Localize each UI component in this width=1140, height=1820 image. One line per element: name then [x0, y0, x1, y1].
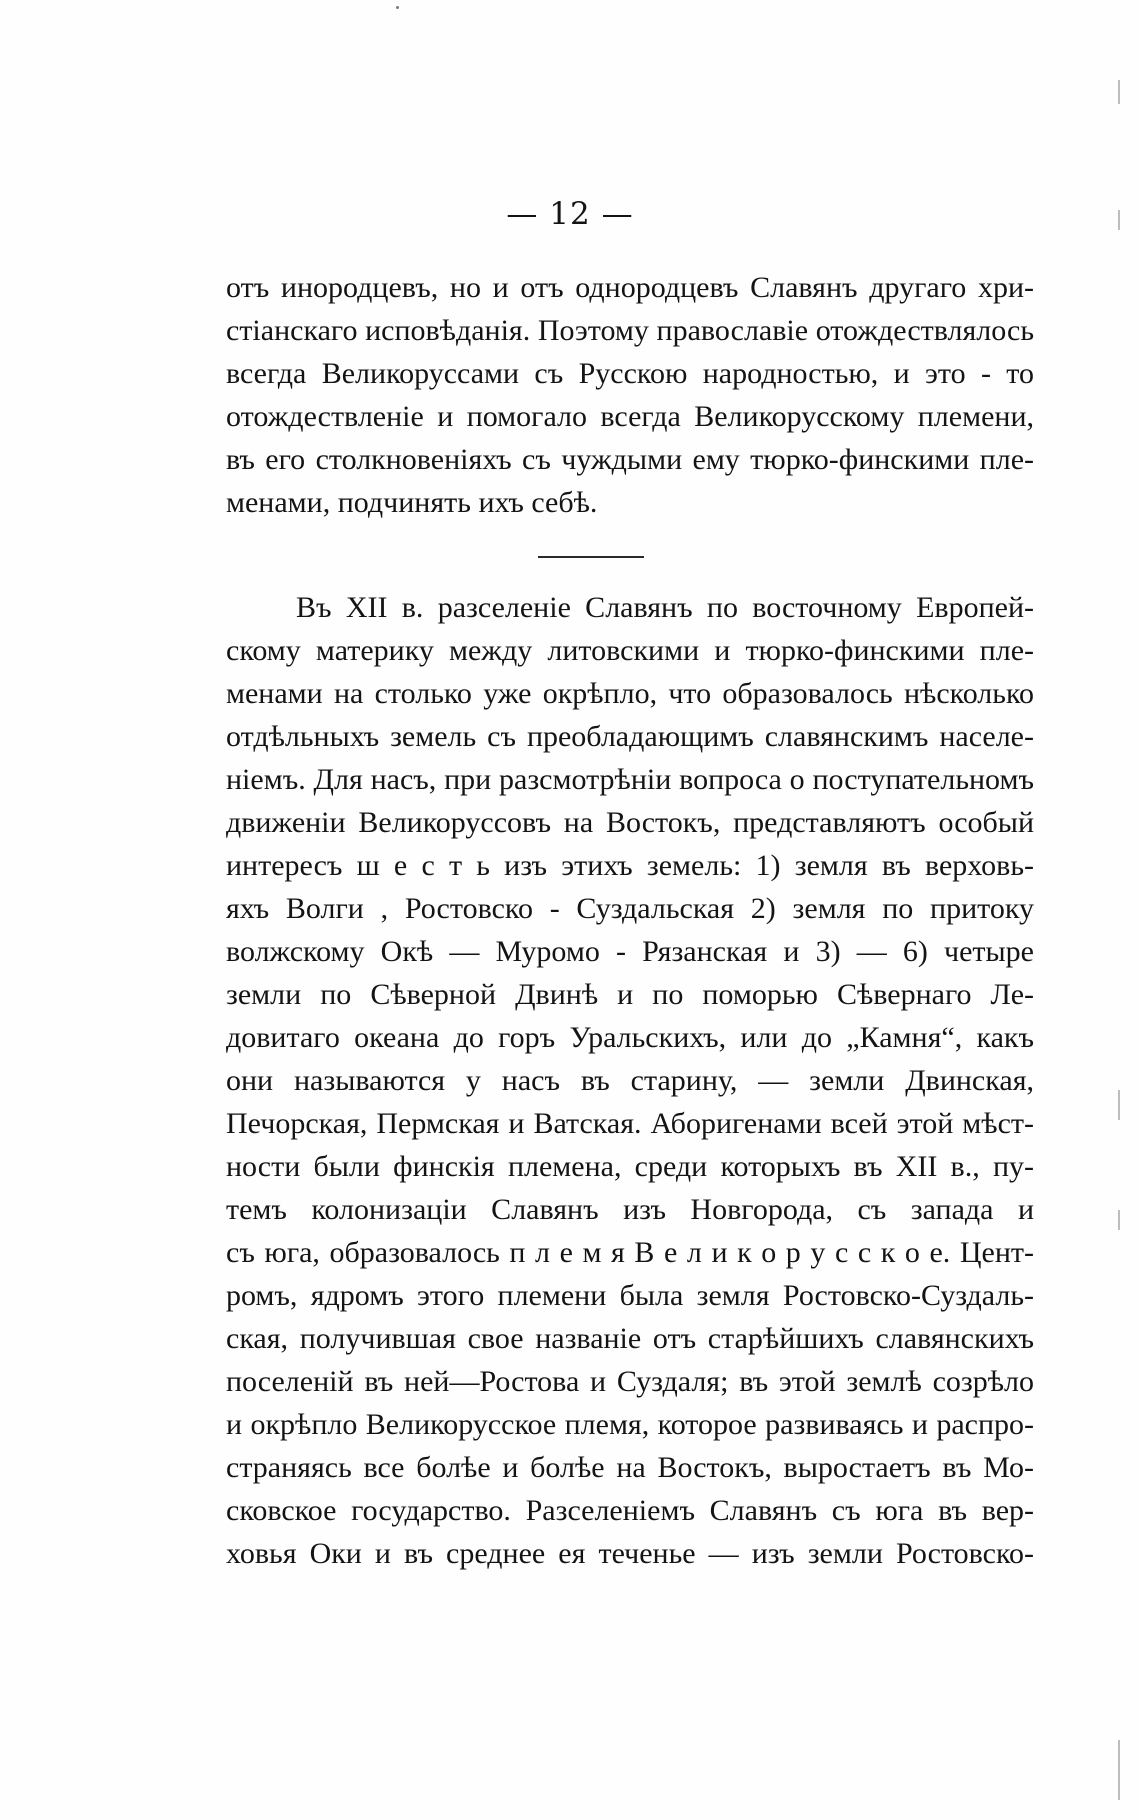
text-line: движеніи Великоруссовъ на Востокъ, представляютъ особый	[226, 806, 1034, 839]
text-line: ности были финскія племена, среди которыхъ въ XII в., пу-	[226, 1150, 1034, 1183]
text-line: въ его столкновеніяхъ съ чуждыми ему тюрко-финскими пле-	[226, 443, 1034, 476]
text-line: Печорская, Пермская и Ватская. Аборигенами всей этой мѣст-	[226, 1107, 1034, 1140]
text-line: интересъ ш е с т ь изъ этихъ земель: 1) земля въ верховь-	[226, 849, 1034, 882]
text-line: менами на столько уже окрѣпло, что образовалось нѣсколько	[226, 677, 1034, 710]
scan-edge-mark	[1118, 1740, 1120, 1800]
text-line: и окрѣпло Великорусское племя, которое развиваясь и распро-	[226, 1408, 1034, 1441]
text-line: съ юга, образовалось п л е м я В е л и к о р у с с к о е. Цент-	[226, 1236, 1034, 1269]
page-number: — 12 —	[506, 196, 634, 232]
text-line: отождествленіе и помогало всегда Великорусскому племени,	[226, 400, 1034, 433]
scan-edge-mark	[1118, 80, 1120, 104]
paragraph-2	[226, 586, 1034, 1575]
section-divider	[538, 556, 644, 558]
text-line: сковское государство. Разселеніемъ Славянъ съ юга въ вер-	[226, 1494, 1034, 1527]
text-line: яхъ Волги , Ростовско - Суздальская 2) земля по притоку	[226, 892, 1034, 925]
scan-speck	[396, 6, 399, 9]
scan-edge-mark	[1118, 1090, 1120, 1120]
text-line: поселеній въ ней—Ростова и Суздаля; въ этой землѣ созрѣло	[226, 1365, 1034, 1398]
text-line: отдѣльныхъ земель съ преобладающимъ славянскимъ населе-	[226, 720, 1034, 753]
text-line: темъ колонизаціи Славянъ изъ Новгорода, съ запада и	[226, 1193, 1034, 1226]
scan-edge-mark	[1118, 1210, 1120, 1230]
text-line: отъ инородцевъ, но и отъ однородцевъ Славянъ другаго хри-	[226, 271, 1034, 304]
text-line: ромъ, ядромъ этого племени была земля Ростовско-Суздаль-	[226, 1279, 1034, 1312]
text-line: ховья Оки и въ среднее ея теченье — изъ земли Ростовско-	[226, 1537, 1034, 1570]
scan-edge-mark	[1118, 210, 1120, 230]
text-line: ніемъ. Для насъ, при разсмотрѣніи вопроса о поступательномъ	[226, 763, 1034, 796]
text-line: волжскому Окѣ — Муромо - Рязанская и 3) — 6) четыре	[226, 935, 1034, 968]
text-line: ская, получившая свое названіе отъ старѣйшихъ славянскихъ	[226, 1322, 1034, 1355]
text-line: Въ XII в. разселеніе Славянъ по восточному Европей-	[296, 591, 1034, 624]
text-line: страняясь все болѣе и болѣе на Востокъ, выростаетъ въ Мо-	[226, 1451, 1034, 1484]
text-line: довитаго океана до горъ Уральскихъ, или до „Камня“, какъ	[226, 1021, 1034, 1054]
text-line: стіанскаго исповѣданія. Поэтому православіе отождествлялось	[226, 314, 1034, 347]
text-line: они называются у насъ въ старину, — земли Двинская,	[226, 1064, 1034, 1097]
text-line: менами, подчинять ихъ себѣ.	[226, 486, 598, 519]
paragraph-1	[226, 266, 1034, 524]
text-line: всегда Великоруссами съ Русскою народностью, и это - то	[226, 357, 1034, 390]
text-line: земли по Сѣверной Двинѣ и по поморью Сѣвернаго Ле-	[226, 978, 1034, 1011]
text-line: скому материку между литовскими и тюрко-финскими пле-	[226, 634, 1034, 667]
